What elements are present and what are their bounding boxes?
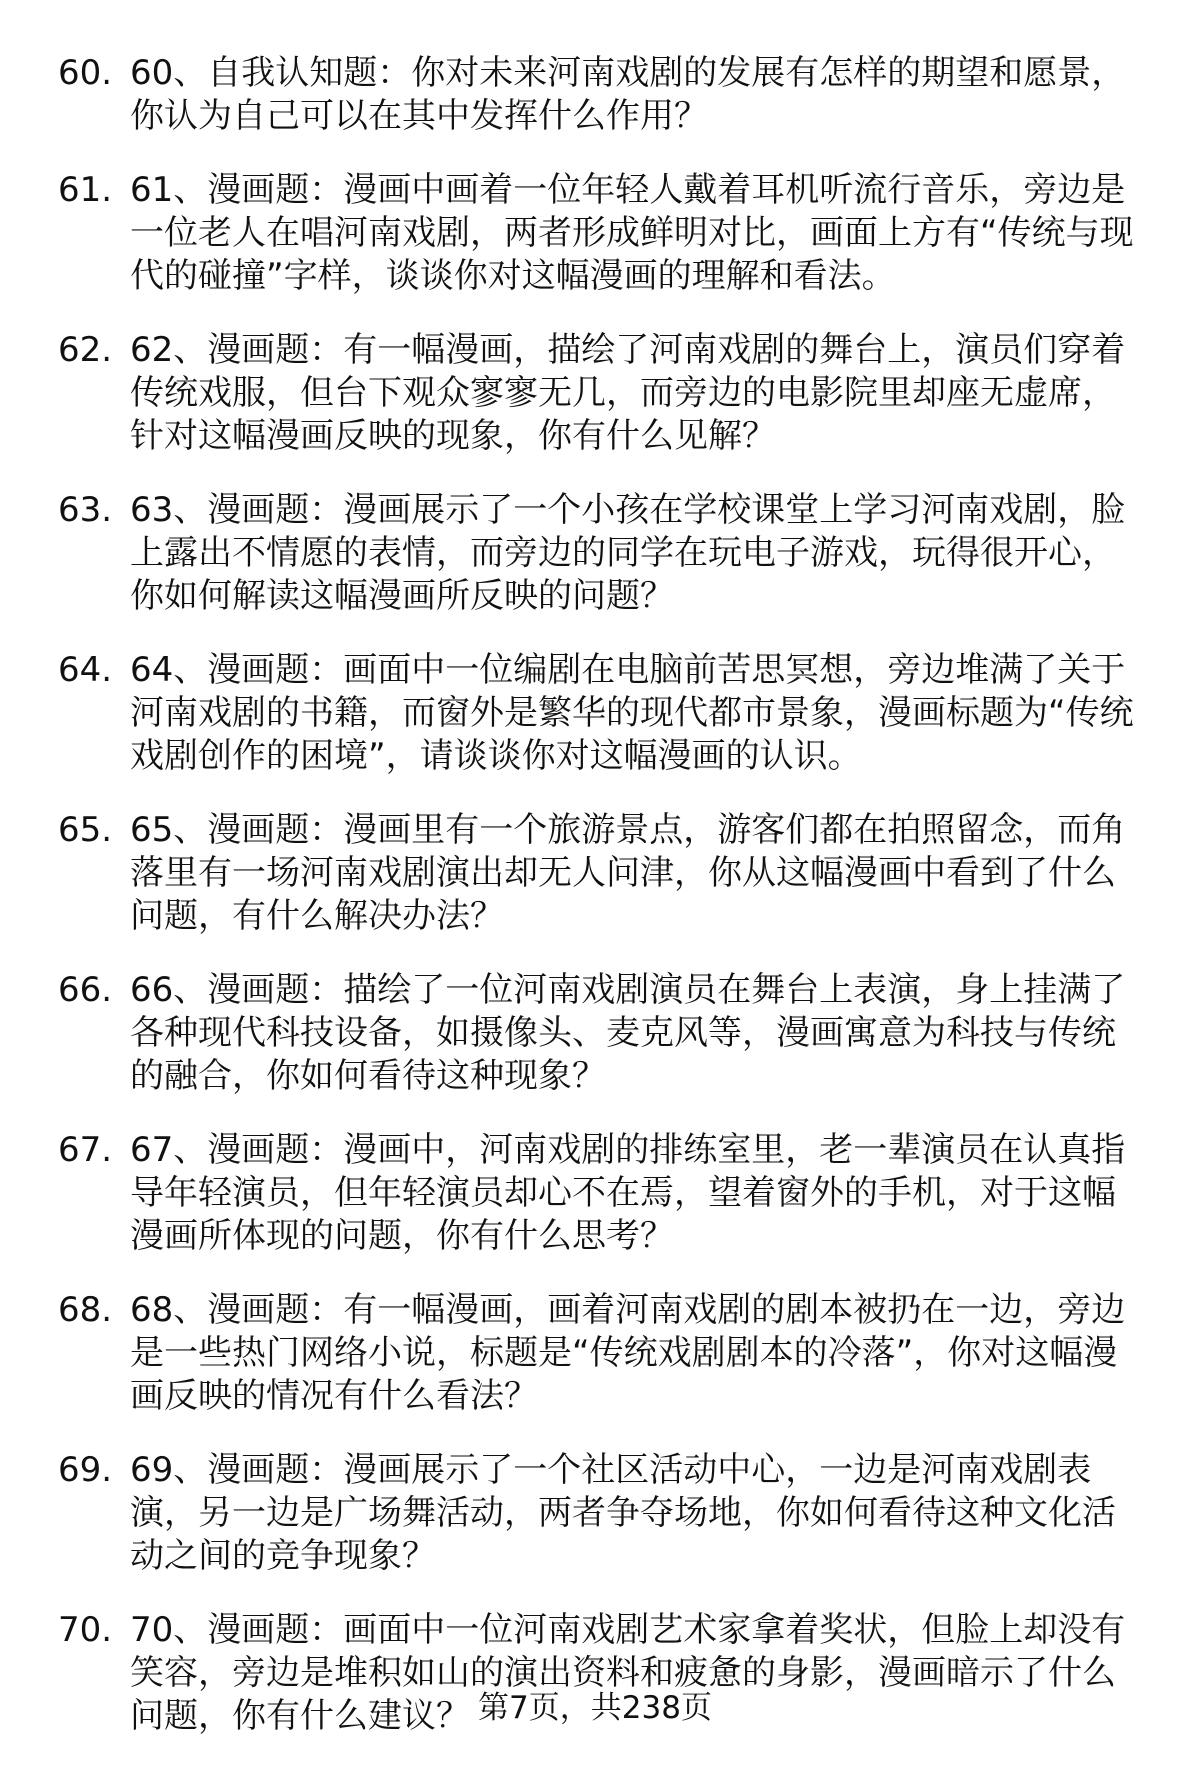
question-number: 62. — [58, 330, 113, 370]
question-number: 61. — [58, 170, 113, 210]
question-item — [0, 809, 1190, 938]
question-item — [0, 1129, 1190, 1258]
question-text: 70、漫画题：画面中一位河南戏剧艺术家拿着奖状，但脸上却没有笑容，旁边是堆积如山的演出资料和疲惫的身影，漫画暗示了什么问题，你有什么建议？ — [130, 1610, 1126, 1736]
question-text: 66、漫画题：描绘了一位河南戏剧演员在舞台上表演，身上挂满了各种现代科技设备，如摄像头、麦克风等，漫画寓意为科技与传统的融合，你如何看待这种现象？ — [130, 970, 1126, 1096]
question-number: 60. — [58, 53, 113, 93]
question-number: 65. — [58, 810, 113, 850]
question-text: 65、漫画题：漫画里有一个旅游景点，游客们都在拍照留念，而角落里有一场河南戏剧演出却无人问津，你从这幅漫画中看到了什么问题，有什么解决办法？ — [130, 810, 1126, 936]
question-number: 66. — [58, 970, 113, 1010]
page-number-footer: 第7页，共238页 — [478, 1690, 712, 1726]
question-number: 67. — [58, 1130, 113, 1170]
question-text: 64、漫画题：画面中一位编剧在电脑前苦思冥想，旁边堆满了关于河南戏剧的书籍，而窗外是繁华的现代都市景象，漫画标题为“传统戏剧创作的困境”，请谈谈你对这幅漫画的认识。 — [130, 650, 1134, 776]
question-item — [0, 329, 1190, 458]
question-text: 69、漫画题：漫画展示了一个社区活动中心，一边是河南戏剧表演，另一边是广场舞活动，两者争夺场地，你如何看待这种文化活动之间的竞争现象？ — [130, 1450, 1116, 1576]
question-item — [0, 1289, 1190, 1418]
question-number: 70. — [58, 1610, 113, 1650]
question-text: 68、漫画题：有一幅漫画，画着河南戏剧的剧本被扔在一边，旁边是一些热门网络小说，标题是“传统戏剧剧本的冷落”，你对这幅漫画反映的情况有什么看法？ — [130, 1290, 1126, 1416]
question-text: 62、漫画题：有一幅漫画，描绘了河南戏剧的舞台上，演员们穿着传统戏服，但台下观众寥寥无几，而旁边的电影院里却座无虚席，针对这幅漫画反映的现象，你有什么见解？ — [130, 330, 1126, 456]
question-item — [0, 649, 1190, 778]
question-item — [0, 489, 1190, 618]
question-number: 63. — [58, 490, 113, 530]
question-text: 67、漫画题：漫画中，河南戏剧的排练室里，老一辈演员在认真指导年轻演员，但年轻演员却心不在焉，望着窗外的手机，对于这幅漫画所体现的问题，你有什么思考？ — [130, 1130, 1126, 1256]
question-text: 60、自我认知题：你对未来河南戏剧的发展有怎样的期望和愿景，你认为自己可以在其中发挥什么作用？ — [130, 53, 1126, 136]
question-list — [0, 52, 1190, 1769]
question-item — [0, 169, 1190, 298]
question-item — [0, 52, 1190, 138]
question-number: 64. — [58, 650, 113, 690]
question-number: 68. — [58, 1290, 113, 1330]
question-item — [0, 969, 1190, 1098]
question-number: 69. — [58, 1450, 113, 1490]
question-text: 61、漫画题：漫画中画着一位年轻人戴着耳机听流行音乐，旁边是一位老人在唱河南戏剧，两者形成鲜明对比，画面上方有“传统与现代的碰撞”字样，谈谈你对这幅漫画的理解和看法。 — [130, 170, 1134, 296]
question-text: 63、漫画题：漫画展示了一个小孩在学校课堂上学习河南戏剧，脸上露出不情愿的表情，而旁边的同学在玩电子游戏，玩得很开心，你如何解读这幅漫画所反映的问题？ — [130, 490, 1126, 616]
question-item — [0, 1449, 1190, 1578]
